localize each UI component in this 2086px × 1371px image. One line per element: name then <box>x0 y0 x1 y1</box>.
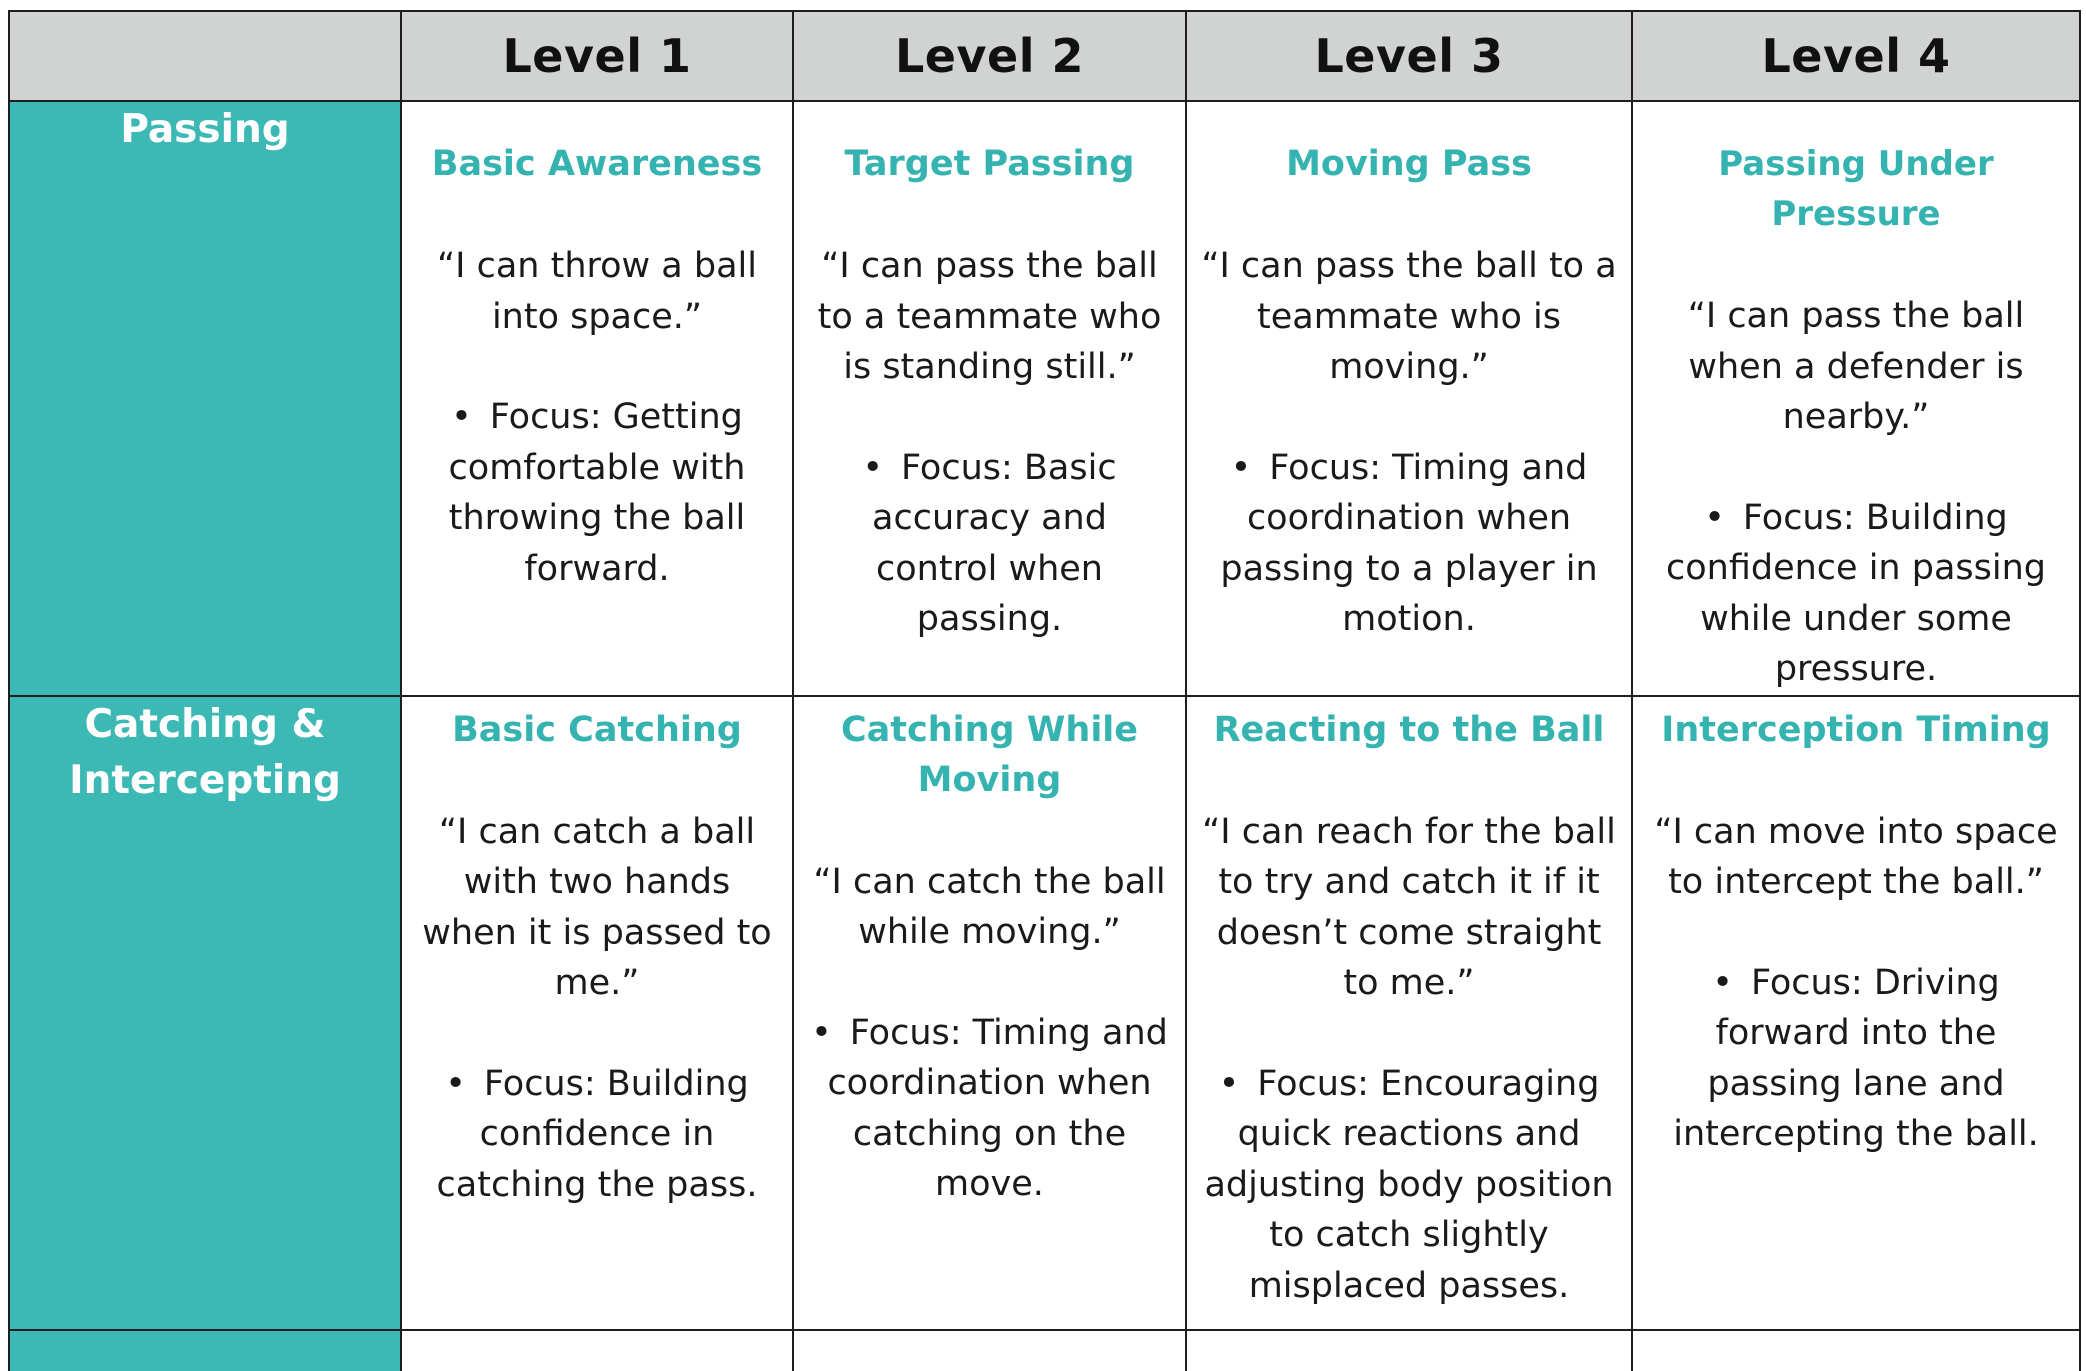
cell-cutoff <box>1632 1330 2080 1371</box>
bullet-icon: • <box>1712 962 1733 1003</box>
skill-focus: • Focus: Building confidence in catching the pass. <box>436 1063 758 1205</box>
bullet-icon: • <box>811 1012 832 1053</box>
skill-focus: • Focus: Encouraging quick reactions and adjusting body position to catch slightly misplaced passes. <box>1204 1063 1614 1306</box>
row-label-cutoff <box>9 1330 401 1371</box>
bullet-icon: • <box>451 397 472 437</box>
row-label-line: Catching & <box>84 701 326 747</box>
skill-title: Moving Pass <box>1286 144 1532 184</box>
cell-passing-level-4 <box>1632 101 2080 696</box>
header-corner-cell <box>9 11 401 101</box>
cell-passing-level-1 <box>401 101 793 696</box>
header-level-4: Level 4 <box>1632 11 2080 101</box>
skill-quote: “I can catch the ball while moving.” <box>813 861 1166 952</box>
skill-title: Passing Under Pressure <box>1718 144 1994 234</box>
skill-quote: “I can throw a ball into space.” <box>437 246 757 337</box>
skill-title: Reacting to the Ball <box>1213 709 1605 750</box>
cell-cutoff <box>793 1330 1186 1371</box>
skill-focus: • Focus: Basic accuracy and control when passing. <box>862 447 1117 639</box>
skill-quote: “I can pass the ball when a defender is nearby.” <box>1687 296 2025 437</box>
skill-quote: “I can reach for the ball to try and catch it if it doesn’t come straight to me.” <box>1202 811 1616 1003</box>
header-row <box>9 11 2080 101</box>
table-row-cutoff <box>9 1330 2080 1371</box>
cell-catching-level-3 <box>1186 696 1632 1330</box>
skill-quote: “I can move into space to intercept the ball.” <box>1654 811 2058 902</box>
skill-title: Interception Timing <box>1661 709 2051 750</box>
table-row-catching-intercepting <box>9 696 2080 1330</box>
skill-title: Catching While Moving <box>840 709 1139 800</box>
row-label-passing <box>9 101 401 696</box>
header-level-2: Level 2 <box>793 11 1186 101</box>
skill-focus: • Focus: Timing and coordination when catching on the move. <box>811 1012 1168 1204</box>
cell-cutoff <box>1186 1330 1632 1371</box>
skill-focus: • Focus: Timing and coordination when passing to a player in motion. <box>1220 447 1598 639</box>
cell-catching-level-4 <box>1632 696 2080 1330</box>
skill-title: Target Passing <box>844 144 1135 184</box>
table-row-passing <box>9 101 2080 696</box>
skill-quote: “I can pass the ball to a teammate who is standing still.” <box>817 246 1162 387</box>
skills-level-table <box>8 10 2081 1371</box>
cell-catching-level-2 <box>793 696 1186 1330</box>
bullet-icon: • <box>862 447 884 488</box>
skill-focus: • Focus: Building confidence in passing while under some pressure. <box>1665 497 2046 689</box>
row-label-line: Intercepting <box>69 757 341 803</box>
skill-quote: “I can pass the ball to a teammate who is moving.” <box>1201 246 1617 387</box>
skill-title: Basic Awareness <box>431 144 763 184</box>
row-label-catching-intercepting <box>9 696 401 1330</box>
bullet-icon: • <box>1218 1063 1240 1104</box>
skill-focus: • Focus: Driving forward into the passing lane and intercepting the ball. <box>1673 962 2039 1154</box>
row-label-line: Passing <box>120 107 290 152</box>
cell-passing-level-3 <box>1186 101 1632 696</box>
header-level-1: Level 1 <box>401 11 793 101</box>
bullet-icon: • <box>1704 497 1725 538</box>
skill-focus: • Focus: Getting comfortable with throwing the ball forward. <box>448 397 746 589</box>
bullet-icon: • <box>445 1063 466 1104</box>
skill-title: Basic Catching <box>452 709 742 750</box>
cell-passing-level-2 <box>793 101 1186 696</box>
cell-cutoff <box>401 1330 793 1371</box>
cell-catching-level-1 <box>401 696 793 1330</box>
skill-quote: “I can catch a ball with two hands when it is passed to me.” <box>422 811 772 1003</box>
bullet-icon: • <box>1230 447 1252 488</box>
header-level-3: Level 3 <box>1186 11 1632 101</box>
